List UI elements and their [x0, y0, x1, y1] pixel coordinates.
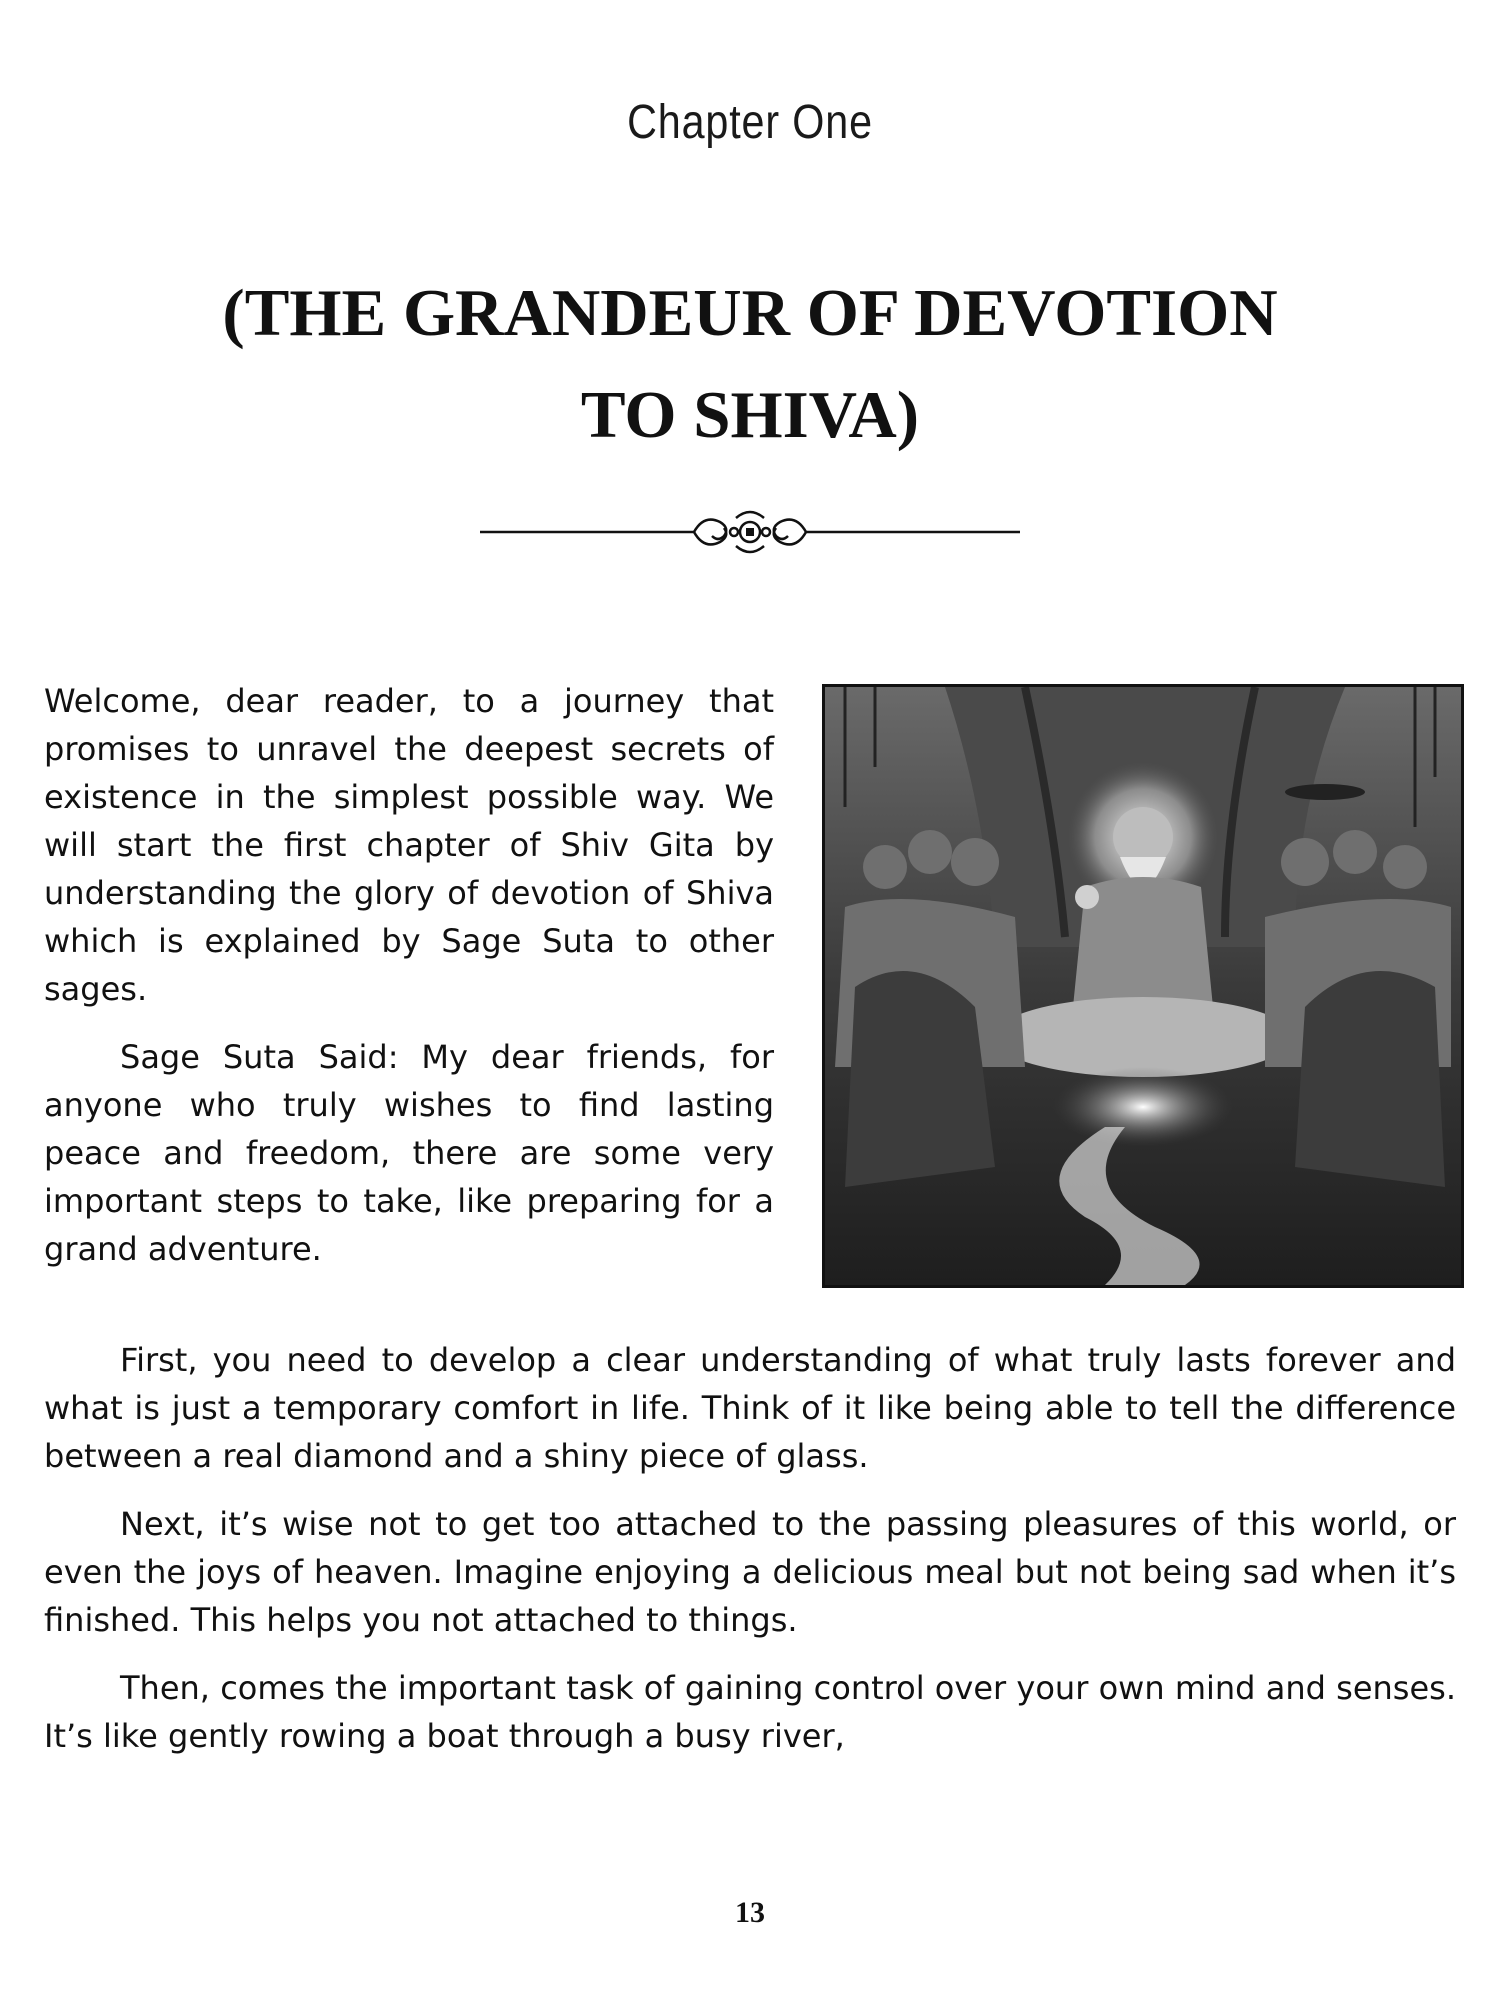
intro-text-column: [44, 677, 774, 1293]
paragraph-first-step: First, you need to develop a clear understanding of what truly lasts forever and what is just a temporary comfort in life. Think of it like being able to tell the difference between a real diamond and a shiny piece of glass.: [44, 1341, 1456, 1475]
paragraph-next-step: Next, it’s wise not to get too attached to the passing pleasures of this world, or even the joys of heaven. Imagine enjoying a delicious meal but not being sad when it’s finished. This helps you not attached to things.: [44, 1505, 1456, 1639]
chapter-label: Chapter One: [627, 96, 873, 149]
ornament-divider-icon: [480, 500, 1020, 564]
paragraph-then-step: Then, comes the important task of gaining control over your own mind and senses. It’s like gently rowing a boat through a busy river,: [44, 1669, 1456, 1755]
main-text: [44, 1336, 1456, 1780]
illustration-svg: [825, 687, 1461, 1285]
sage-teaching-illustration: [822, 684, 1464, 1288]
chapter-title: [150, 262, 1350, 466]
chapter-title-line-1: (THE GRANDEUR OF DEVOTION: [222, 276, 1278, 350]
page-number: 13: [735, 1896, 765, 1929]
paragraph-sage-suta: Sage Suta Said: My dear friends, for anyone who truly wishes to find lasting peace and freedom, there are some very important steps to take, like preparing for a grand adventure.: [44, 1038, 774, 1268]
paragraph-welcome: Welcome, dear reader, to a journey that promises to unravel the deepest secrets of existence in the simplest possible way. We will start the first chapter of Shiv Gita by understanding the glory of devotion of Shiva which is explained by Sage Suta to other sages.: [44, 682, 774, 1008]
chapter-title-line-2: TO SHIVA): [580, 378, 920, 452]
